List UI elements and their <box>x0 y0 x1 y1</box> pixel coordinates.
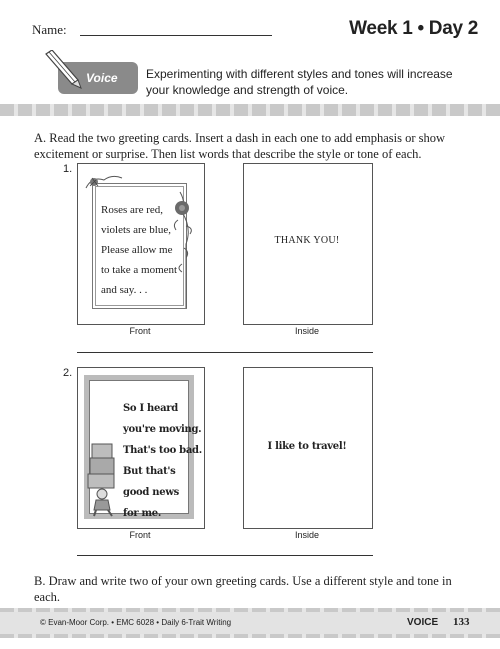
instruction-b: B. Draw and write two of your own greeting cards. Use a different style and tone in each. <box>34 574 452 604</box>
name-write-line[interactable] <box>80 35 272 36</box>
card-1-inside-text: THANK YOU! <box>274 235 340 246</box>
intro-text: Experimenting with different styles and tones will increase your knowledge and strength of voice. <box>146 67 453 97</box>
card-1-line: and say. . . <box>101 284 148 296</box>
card-1-line: Roses are red, <box>101 204 164 216</box>
card-1-line: Please allow me <box>101 244 173 256</box>
card-2-line: So I heard <box>123 403 178 414</box>
card-2-line: But that's <box>123 466 176 477</box>
card-2-number: 2. <box>63 367 73 379</box>
name-label: Name: <box>32 22 67 37</box>
card-1-line: to take a moment <box>101 264 178 276</box>
card-1-line: violets are blue, <box>101 224 171 236</box>
card-2-front-caption: Front <box>129 530 151 540</box>
card-2-line: That's too bad. <box>123 445 202 456</box>
footer-copyright: © Evan-Moor Corp. • EMC 6028 • Daily 6-Trait Writing <box>40 618 232 627</box>
card-2-inside-caption: Inside <box>294 530 320 540</box>
answer-line-2[interactable] <box>77 555 373 556</box>
answer-line-1[interactable] <box>77 352 373 353</box>
mover-with-boxes-icon <box>86 440 126 518</box>
voice-badge <box>44 50 140 96</box>
page-number: 133 <box>453 616 470 628</box>
card-2-front-text <box>123 398 202 524</box>
page-title: Week 1 • Day 2 <box>349 18 478 39</box>
card-2-line: for me. <box>123 508 162 519</box>
card-1-front-caption: Front <box>129 326 151 336</box>
footer-section-label: VOICE <box>407 617 439 628</box>
card-1-inside-caption: Inside <box>294 326 320 336</box>
divider-bar <box>0 104 500 116</box>
card-2-line: good news <box>123 487 179 498</box>
instruction-a: A. Read the two greeting cards. Insert a dash in each one to add emphasis or show excitement or surprise. Then list words that describe the style or tone of each. <box>34 131 445 161</box>
card-1-front-text <box>101 200 177 300</box>
voice-badge-label: Voice <box>86 71 118 85</box>
card-2-line: you're moving. <box>123 424 202 435</box>
card-2-inside-text: I like to travel! <box>267 441 347 452</box>
card-1-number: 1. <box>63 163 73 175</box>
